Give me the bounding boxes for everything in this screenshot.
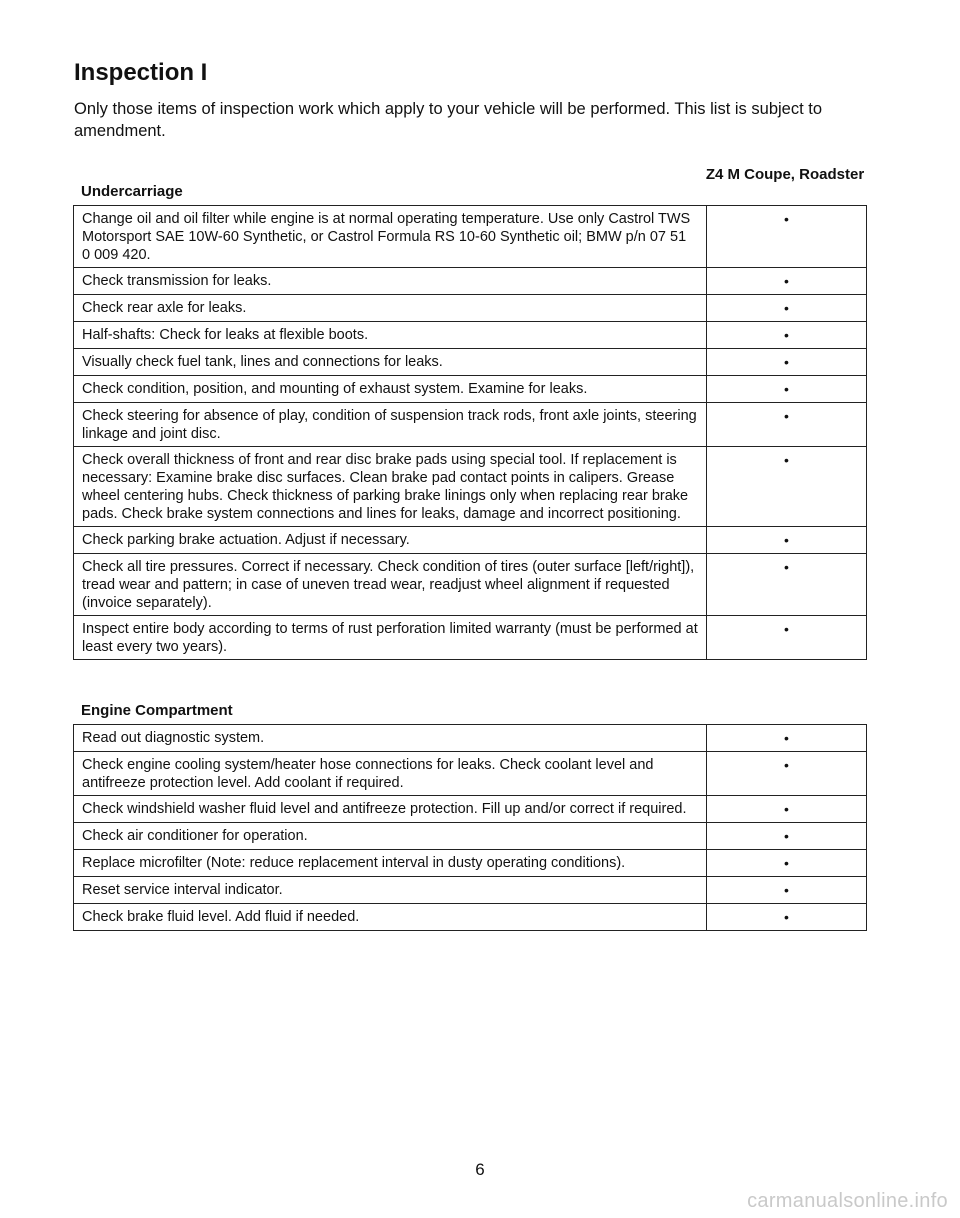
applies-cell — [707, 904, 867, 931]
bullet-icon: • — [784, 327, 789, 343]
table-row — [74, 554, 867, 616]
applies-cell — [707, 877, 867, 904]
table-row — [74, 206, 867, 268]
bullet-icon: • — [784, 300, 789, 316]
table-row — [74, 527, 867, 554]
table-row — [74, 447, 867, 527]
page-number: 6 — [475, 1160, 485, 1179]
applies-cell — [707, 322, 867, 349]
inspection-item: Visually check fuel tank, lines and connections for leaks. — [74, 349, 707, 376]
bullet-icon: • — [784, 211, 789, 227]
model-column-header: Z4 M Coupe, Roadster — [705, 166, 865, 183]
applies-cell — [707, 527, 867, 554]
inspection-item: Reset service interval indicator. — [74, 877, 707, 904]
engine-compartment-table — [73, 724, 867, 931]
applies-cell — [707, 403, 867, 447]
bullet-icon: • — [784, 801, 789, 817]
inspection-item: Half-shafts: Check for leaks at flexible boots. — [74, 322, 707, 349]
bullet-icon: • — [784, 882, 789, 898]
inspection-item: Check steering for absence of play, condition of suspension track rods, front axle joints, steering linkage and joint disc. — [74, 403, 707, 447]
inspection-item: Check all tire pressures. Correct if necessary. Check condition of tires (outer surface [left/right]), tread wear and pattern; in case of uneven tread wear, readjust wheel alignment if requested (invoice separately). — [74, 554, 707, 616]
table-row — [74, 904, 867, 931]
bullet-icon: • — [784, 273, 789, 289]
page-title: Inspection I — [74, 59, 208, 86]
bullet-icon: • — [784, 532, 789, 548]
undercarriage-table — [73, 205, 867, 660]
applies-cell — [707, 850, 867, 877]
table-row — [74, 322, 867, 349]
table-row — [74, 349, 867, 376]
bullet-icon: • — [784, 730, 789, 746]
bullet-icon: • — [784, 559, 789, 575]
inspection-item: Inspect entire body according to terms of rust perforation limited warranty (must be performed at least every two years). — [74, 616, 707, 660]
inspection-item: Check air conditioner for operation. — [74, 823, 707, 850]
applies-cell — [707, 376, 867, 403]
table-row — [74, 877, 867, 904]
applies-cell — [707, 349, 867, 376]
table-row — [74, 823, 867, 850]
table-row — [74, 725, 867, 752]
section-heading-engine-compartment: Engine Compartment — [81, 702, 233, 719]
section-heading-undercarriage: Undercarriage — [81, 183, 183, 200]
bullet-icon: • — [784, 855, 789, 871]
bullet-icon: • — [784, 909, 789, 925]
table-row — [74, 403, 867, 447]
inspection-item: Check rear axle for leaks. — [74, 295, 707, 322]
bullet-icon: • — [784, 381, 789, 397]
inspection-item: Check overall thickness of front and rear disc brake pads using special tool. If replacement is necessary: Examine brake disc surfaces. Clean brake pad contact points in calipers. Grease wheel centering hubs. Check thickness of parking brake linings only when replacing rear brake pads. Check brake system connections and lines for leaks, damage and incorrect positioning. — [74, 447, 707, 527]
table-row — [74, 295, 867, 322]
applies-cell — [707, 447, 867, 527]
bullet-icon: • — [784, 452, 789, 468]
inspection-item: Check engine cooling system/heater hose connections for leaks. Check coolant level and antifreeze protection level. Add coolant if required. — [74, 752, 707, 796]
table-row — [74, 752, 867, 796]
table-row — [74, 268, 867, 295]
table-row — [74, 376, 867, 403]
applies-cell — [707, 616, 867, 660]
bullet-icon: • — [784, 828, 789, 844]
bullet-icon: • — [784, 621, 789, 637]
intro-paragraph: Only those items of inspection work which apply to your vehicle will be performed. This list is subject to amendment. — [74, 100, 823, 140]
inspection-item: Check windshield washer fluid level and antifreeze protection. Fill up and/or correct if required. — [74, 796, 707, 823]
inspection-item: Check condition, position, and mounting of exhaust system. Examine for leaks. — [74, 376, 707, 403]
bullet-icon: • — [784, 354, 789, 370]
applies-cell — [707, 752, 867, 796]
inspection-item: Read out diagnostic system. — [74, 725, 707, 752]
inspection-item: Replace microfilter (Note: reduce replacement interval in dusty operating conditions). — [74, 850, 707, 877]
inspection-item: Change oil and oil filter while engine is at normal operating temperature. Use only Castrol TWS Motorsport SAE 10W-60 Synthetic, or Castrol Formula RS 10-60 Synthetic oil; BMW p/n 07 51 0 009 420. — [74, 206, 707, 268]
applies-cell — [707, 725, 867, 752]
watermark: carmanualsonline.info — [747, 1190, 948, 1212]
applies-cell — [707, 268, 867, 295]
applies-cell — [707, 554, 867, 616]
inspection-item: Check parking brake actuation. Adjust if necessary. — [74, 527, 707, 554]
applies-cell — [707, 823, 867, 850]
applies-cell — [707, 206, 867, 268]
bullet-icon: • — [784, 757, 789, 773]
applies-cell — [707, 295, 867, 322]
applies-cell — [707, 796, 867, 823]
bullet-icon: • — [784, 408, 789, 424]
inspection-item: Check brake fluid level. Add fluid if needed. — [74, 904, 707, 931]
table-row — [74, 850, 867, 877]
inspection-item: Check transmission for leaks. — [74, 268, 707, 295]
table-row — [74, 616, 867, 660]
table-row — [74, 796, 867, 823]
